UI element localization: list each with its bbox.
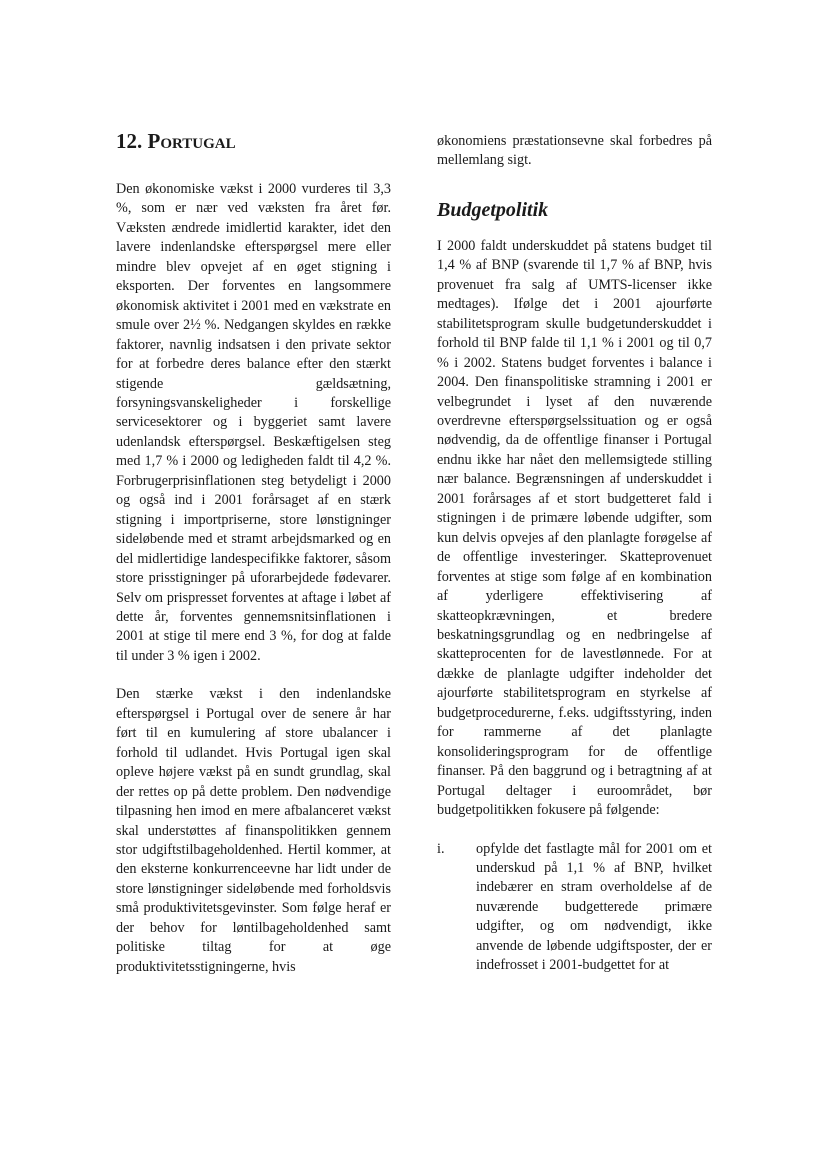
list-marker: i. (437, 840, 445, 857)
recommendation-list (437, 840, 712, 976)
left-column (116, 128, 391, 977)
paragraph-budget: I 2000 faldt underskuddet på statens budget til 1,4 % af BNP (svarende til 1,7 % af BNP, hvis provenuet fra salg af UMTS-licenser ikke medtages). Ifølge det i 2001 ajourførte stabilitetsprogram skulle budgetunderskuddet i forhold til BNP falde til 1,1 % i 2001 og til 0,7 % i 2002. Statens budget forventes i balance i 2004. Den finanspolitiske stramning i 2001 er velbegrundet i lyset af den nuværende overdrevne efterspørgselssituation og er også nødvendig, da de offentlige finanser i Portugal endnu ikke har nået den mellemsigtede stilling nær balance. Begrænsningen af underskuddet i 2001 forårsages af et stort budgetteret fald i stigningen i de primære løbende udgifter, som kun delvis opvejes af den planlagte forøgelse af de offentlige investeringer. Skatteprovenuet forventes at stige som følge af en kombination af yderligere effektivisering af skatteopkrævningen, et bredere beskatningsgrundlag og en nedbringelse af skatteprocenten for de lavestlønnede. For at dække de planlagte udgifter indeholder det ajourførte stabilitetsprogram en styrkelse af budgetprocedurerne, f.eks. udgiftsstyring, inden for rammerne af det planlagte konsolideringsprogram for de offentlige finanser. På den baggrund og i betragtning af at Portugal deltager i euroområdet, bør budgetpolitikken fokusere på følgende: (437, 237, 712, 819)
subheading-budgetpolitik: Budgetpolitik (437, 198, 549, 221)
right-column (437, 132, 712, 976)
list-item-text: opfylde det fastlagte mål for 2001 om et underskud på 1,1 % af BNP, hvilket indebærer en stram overholdelse af de nuværende budgetterede primære udgifter, og om nødvendigt, ikke anvende de løbende udgiftsposter, der er indefrosset i 2001-budgettet for at (476, 840, 712, 974)
section-number: 12. (116, 129, 143, 153)
paragraph-domestic-demand: Den stærke vækst i den indenlandske efterspørgsel i Portugal over de senere år har ført til en kumulering af store ubalancer i forhold til udlandet. Hvis Portugal igen skal opleve højere vækst på en sundt grundlag, skal der rettes op på dette problem. Den nødvendige tilpasning hen imod en mere afbalanceret vækst skal understøttes af finanspolitikken gennem stor udgiftstilbageholdenhed. Hertil kommer, at den eksterne konkurrenceevne har lidt under de store lønstigninger sideløbende med forholdsvis små produktivitetsgevinster. Som følge heraf er der behov for løntilbageholdenhed samt politiske tiltag for at øge produktivitetsstigningerne, hvis (116, 686, 391, 975)
section-title: Portugal (147, 129, 236, 153)
section-heading (116, 128, 391, 180)
paragraph-continuation: økonomiens præstationsevne skal forbedres på mellemlang sigt. (437, 133, 712, 169)
list-item (437, 840, 712, 976)
paragraph-economic-growth: Den økonomiske vækst i 2000 vurderes til 3,3 %, som er nær ved væksten fra året før. Væksten ændrede imidlertid karakter, idet den lavere indenlandske efterspørgsel mere eller mindre blev opvejet af en øget stigning i eksporten. Der forventes en langsommere økonomisk aktivitet i 2001 med en vækstrate en smule over 2½ %. Nedgangen skyldes en række faktorer, navnlig indsatsen i den private sektor for at forbedre deres balance efter den stærkt stigende gældsætning, forsyningsvanskeligheder i forskellige servicesektorer og i byggeriet samt lavere udenlandsk efterspørgsel. Beskæftigelsen steg med 1,7 % i 2000 og ledigheden faldt til 4,2 %. Forbrugerprisinflationen steg betydeligt i 2000 og også ind i 2001 forårsaget af en stærk stigning i importpriserne, store lønstigninger sideløbende med et stramt arbejdsmarked og en del midlertidige landespecifikke faktorer, såsom store prisstigninger på uforarbejdede fødevarer. Selv om prispresset forventes at aftage i løbet af dette år, forventes gennemsnitsinflationen i 2001 at stige til mere end 3 %, for dog at falde til under 3 % igen i 2002. (116, 181, 391, 664)
